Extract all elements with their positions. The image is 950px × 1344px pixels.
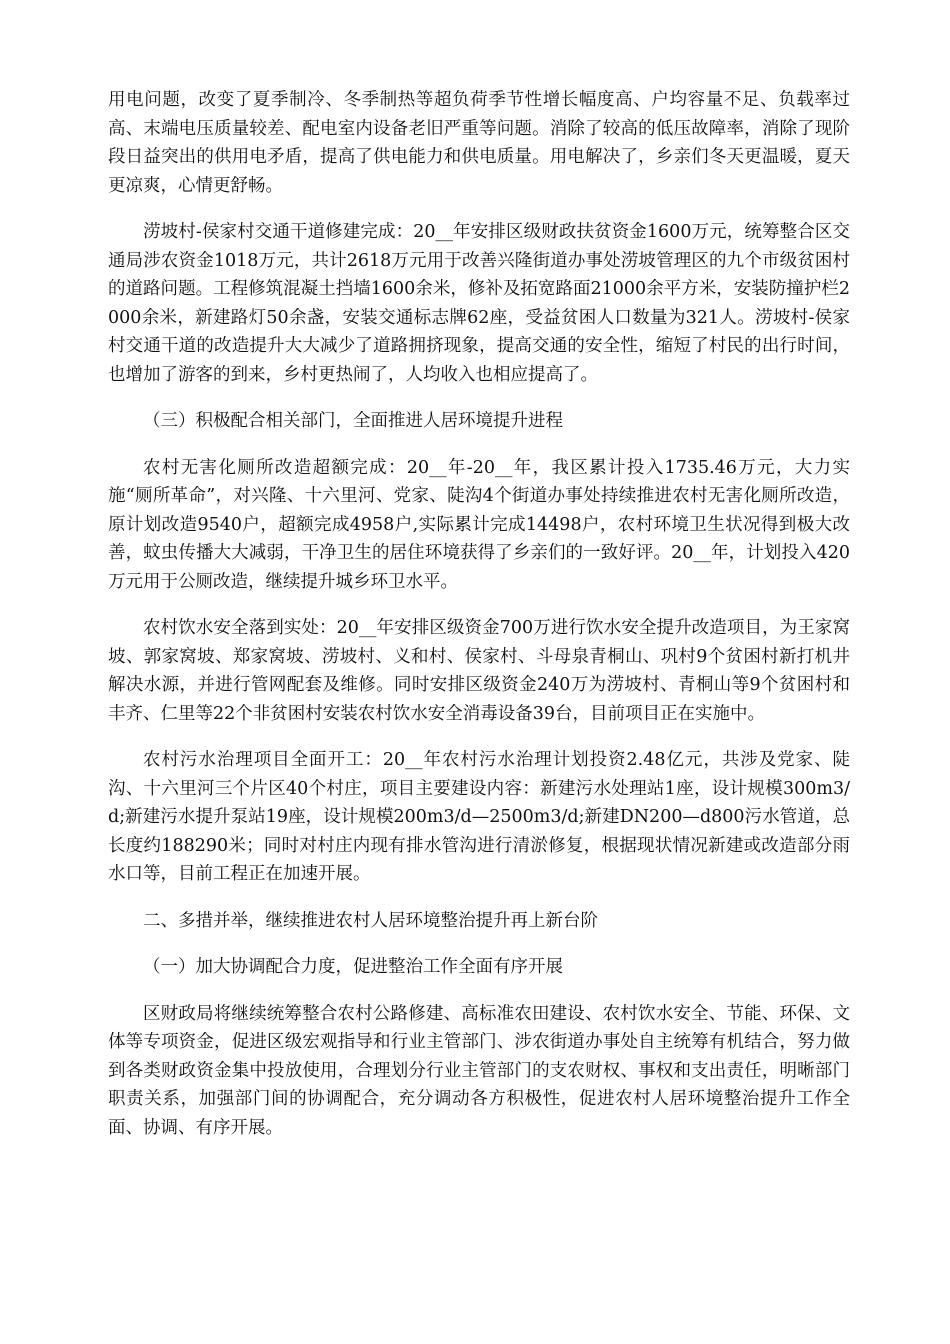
subsection-heading-1: （一）加大协调配合力度，促进整治工作全面有序开展: [143, 957, 563, 977]
paragraph-toilet-renovation: 农村无害化厕所改造超额完成：20__年-20__年，我区累计投入1735.46万元，大力实施“厕所革命”，对兴隆、十六里河、党家、陡沟4个街道办事处持续推进农村无害化厕所改造，原计划改造9540户，超额完成4958户,实际累计完成14498户，农村环境卫生状况得到极大改善，蚊虫传播大大减弱，干净卫生的居住环境获得了乡亲们的一致好评。20__年，计划投入420万元用于公厕改造，继续提升城乡环卫水平。: [108, 457, 850, 592]
paragraph-coordination: 区财政局将继续统筹整合农村公路修建、高标准农田建设、农村饮水安全、节能、环保、文体等专项资金，促进区级宏观指导和行业主管部门、涉农街道办事处自主统筹有机结合，努力做到各类财政资金集中投放使用，合理划分行业主管部门的支农财权、事权和支出责任，明晰部门职责关系，加强部门间的协调配合，充分调动各方积极性，促进农村人居环境整治提升工作全面、协调、有序开展。: [108, 1003, 850, 1138]
paragraph-power-supply: 用电问题，改变了夏季制冷、冬季制热等超负荷季节性增长幅度高、户均容量不足、负载率过高、末端电压质量较差、配电室内设备老旧严重等问题。消除了较高的低压故障率，消除了现阶段日益突出的供用电矛盾，提高了供电能力和供电质量。用电解决了，乡亲们冬天更温暖，夏天更凉爽，心情更舒畅。: [108, 90, 850, 196]
section-heading-3: （三）积极配合相关部门，全面推进人居环境提升进程: [143, 411, 563, 431]
paragraph-traffic-road: 涝坡村-侯家村交通干道修建完成：20__年安排区级财政扶贫资金1600万元，统筹整合区交通局涉农资金1018万元，共计2618万元用于改善兴隆街道办事处涝坡管理区的九个市级贫困村的道路问题。工程修筑混凝土挡墙1600余米，修补及拓宽路面21000余平方米，安装防撞护栏2000余米，新建路灯50余盏，安装交通标志牌62座，受益贫困人口数量为321人。涝坡村-侯家村交通干道的改造提升大大减少了道路拥挤现象，提高交通的安全性，缩短了村民的出行时间，也增加了游客的到来，乡村更热闹了，人均收入也相应提高了。: [108, 222, 850, 385]
document-body: [108, 86, 850, 1160]
section-heading-2: 二、多措并举，继续推进农村人居环境整治提升再上新台阶: [143, 910, 598, 931]
paragraph-drinking-water: 农村饮水安全落到实处：20__年安排区级资金700万进行饮水安全提升改造项目，为王家窝坡、郭家窝坡、郑家窝坡、涝坡村、义和村、侯家村、斗母泉青桐山、巩村9个贫困村新打机井解决水源，并进行管网配套及维修。同时安排区级资金240万为涝坡村、青桐山等9个贫困村和丰齐、仁里等22个非贫困村安装农村饮水安全消毒设备39台，目前项目正在实施中。: [108, 618, 850, 724]
paragraph-sewage-treatment: 农村污水治理项目全面开工：20__年农村污水治理计划投资2.48亿元，共涉及党家、陡沟、十六里河三个片区40个村庄，项目主要建设内容：新建污水处理站1座，设计规模300m3/d;新建污水提升泵站19座，设计规模200m3/d—2500m3/d;新建DN200—d800污水管道，总长度约188290米；同时对村庄内现有排水管沟进行清淤修复，根据现状情况新建或改造部分雨水口等，目前工程正在加速开展。: [108, 750, 850, 884]
